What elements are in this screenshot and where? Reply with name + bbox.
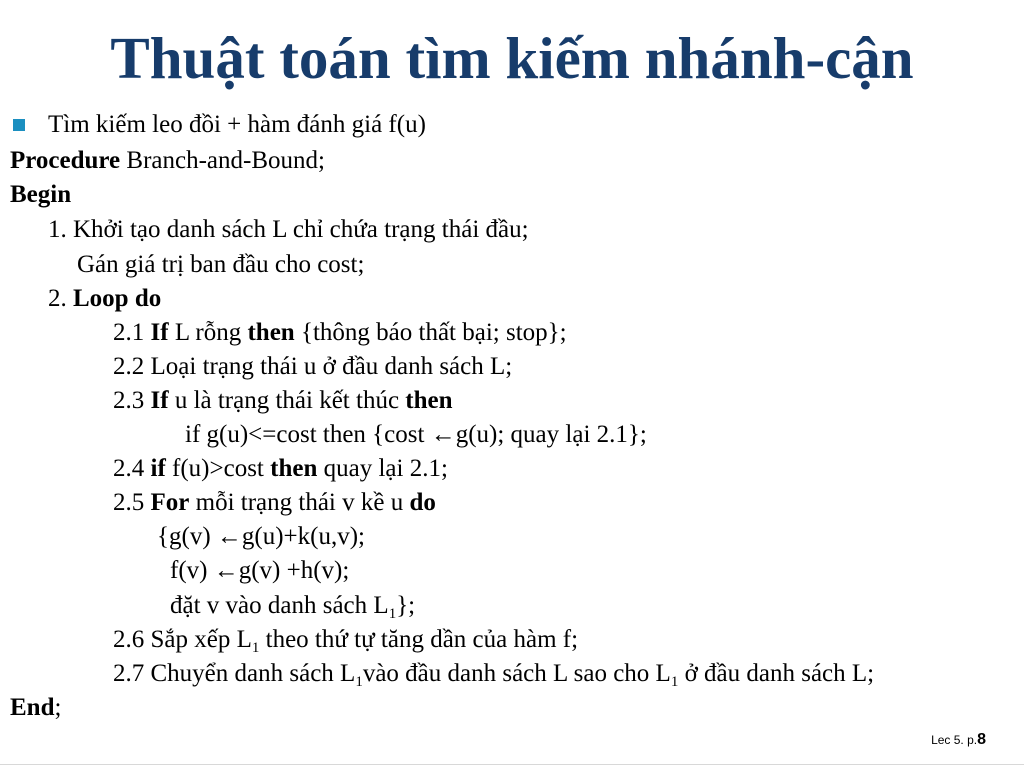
- step-2-4-number: 2.4: [113, 455, 151, 482]
- begin-line: [10, 180, 71, 210]
- procedure-line: [10, 146, 325, 176]
- end-semicolon: ;: [54, 694, 62, 721]
- step-2-line: [48, 284, 161, 314]
- then-keyword: then: [270, 455, 318, 482]
- step-2-5-line: [113, 488, 436, 518]
- move-rest: ở đầu danh sách L;: [678, 660, 875, 687]
- end-keyword: End: [10, 694, 55, 721]
- bullet-text: Tìm kiếm leo đồi + hàm đánh giá f(u): [48, 111, 426, 138]
- subscript-1: 1: [388, 606, 397, 622]
- step-2-3-number: 2.3: [113, 387, 151, 414]
- step-1-line: 1. Khởi tạo danh sách L chỉ chứa trạng thái đầu;: [48, 216, 529, 243]
- step-1-line-2: Gán giá trị ban đầu cho cost;: [77, 251, 365, 278]
- subscript-1: 1: [251, 640, 260, 656]
- square-bullet-icon: [13, 119, 25, 131]
- procedure-name: Branch-and-Bound;: [120, 147, 325, 174]
- step-2-1-line: [113, 318, 567, 348]
- insert-text: đặt v vào danh sách L: [170, 592, 389, 619]
- do-keyword: do: [409, 489, 436, 516]
- step-2-4-condition: f(u)>cost: [165, 455, 271, 482]
- then-keyword: then: [247, 319, 295, 346]
- sort-text: 2.6 Sắp xếp L: [113, 626, 252, 653]
- subscript-1: 1: [355, 674, 363, 690]
- bottom-divider: [0, 764, 1024, 765]
- step-2-2-line: 2.2 Loại trạng thái u ở đầu danh sách L;: [113, 353, 513, 380]
- then-keyword: then: [405, 387, 453, 414]
- loop-keyword: Loop do: [73, 285, 162, 312]
- step-2-4-line: [113, 454, 448, 484]
- step-2-5-gv-line: {g(v) ←g(u)+k(u,v);: [157, 523, 365, 550]
- if-keyword: If: [150, 319, 169, 346]
- for-keyword: For: [150, 489, 190, 516]
- end-line: [10, 693, 61, 723]
- step-2-5-condition: mỗi trạng thái v kề u: [189, 489, 410, 516]
- step-2-number: 2.: [48, 285, 73, 312]
- slide-title: Thuật toán tìm kiếm nhánh-cận: [110, 25, 914, 91]
- if-keyword: If: [150, 387, 169, 414]
- step-2-1-condition: L rỗng: [168, 319, 248, 346]
- step-2-3-condition: u là trạng thái kết thúc: [168, 387, 406, 414]
- page-number: 8: [977, 731, 986, 748]
- subscript-1: 1: [670, 674, 679, 690]
- step-2-3-inner-line: if g(u)<=cost then {cost ←g(u); quay lại 2.1};: [185, 421, 647, 448]
- step-2-1-action: {thông báo thất bại; stop};: [294, 319, 567, 346]
- step-2-4-action: quay lại 2.1;: [317, 455, 448, 482]
- step-2-7-line: [113, 659, 874, 689]
- move-text: 2.7 Chuyển danh sách L: [113, 660, 356, 687]
- sort-rest: theo thứ tự tăng dần của hàm f;: [259, 626, 579, 653]
- step-2-6-line: [113, 625, 578, 655]
- step-2-5-insert-line: [170, 591, 415, 621]
- slide-footer: [931, 730, 986, 750]
- procedure-keyword: Procedure: [10, 147, 121, 174]
- step-2-3-line: [113, 386, 453, 416]
- begin-keyword: Begin: [10, 181, 72, 208]
- step-2-1-number: 2.1: [113, 319, 151, 346]
- if-keyword: if: [150, 455, 166, 482]
- move-mid: vào đầu danh sách L sao cho L: [362, 660, 671, 687]
- insert-close: };: [396, 592, 416, 619]
- step-2-5-number: 2.5: [113, 489, 151, 516]
- step-2-5-fv-line: f(v) ←g(v) +h(v);: [170, 557, 350, 584]
- lecture-label: Lec 5. p.: [931, 733, 978, 747]
